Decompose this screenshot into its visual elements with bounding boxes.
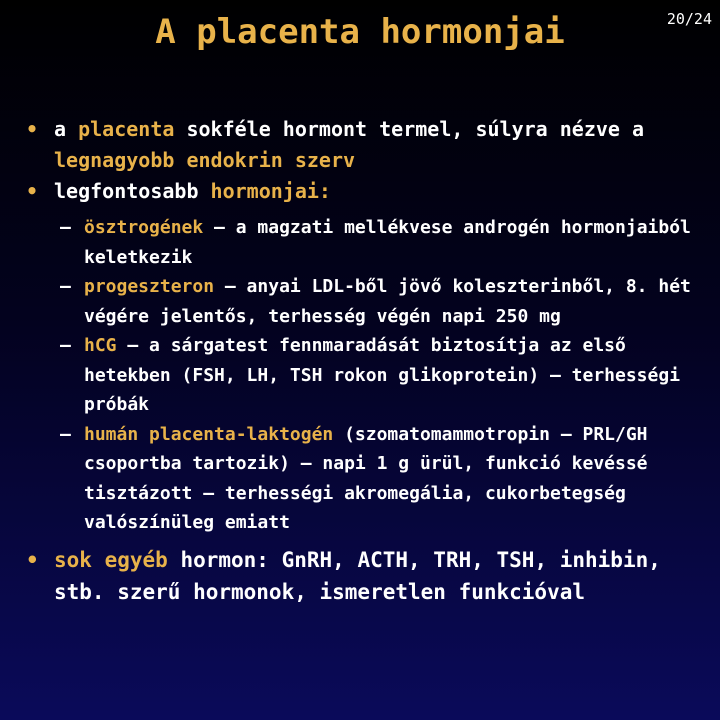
dash-icon: – [60,423,71,445]
bullet-hormones [26,176,710,207]
bullet-other-hormones [26,544,710,608]
dash-icon: – [60,276,71,297]
bullet-text: hormon: GnRH, ACTH, TRH, TSH, inhibin, stb. szerű hormonok, ismeretlen funkcióval [54,547,661,604]
bullet-icon: • [26,547,39,572]
subitem-text: – anyai LDL-ből jövő koleszterinből, 8. hét végére jelentős, terhesség végén napi 250 mg [84,276,691,327]
slide-content [26,114,710,608]
subitem-term: humán placenta-laktogén [84,423,334,445]
bullet-text: sokféle hormont termel, súlyra nézve a [174,117,645,141]
subitem-progeszteron [26,272,710,331]
highlight-term: hormonjai: [210,179,331,203]
subitem-term: ösztrogének [84,217,204,238]
dash-icon: – [60,217,71,238]
bullet-text: a [54,117,79,141]
bullet-text: legfontosabb [54,179,211,203]
dash-icon: – [60,335,71,356]
highlight-term: placenta [78,117,175,141]
slide-title: A placenta hormonjai [155,12,565,52]
page-number: 20/24 [666,10,712,28]
highlight-term: sok egyéb [54,547,168,572]
bullet-icon: • [26,179,39,203]
subitem-osztrogenek [26,213,710,272]
subitem-hpl [26,420,710,538]
subitem-text: (szomatomammotropin – PRL/GH csoportba tartozik) – napi 1 g ürül, funkció kevéssé tisztázott – terhességi akromegália, cukorbetegség valószínüleg emiatt [84,423,648,533]
bullet-placenta [26,114,710,176]
bullet-icon: • [26,117,39,141]
subitem-term: hCG [84,335,117,356]
subitem-text: – a sárgatest fennmaradását biztosítja az első hetekben (FSH, LH, TSH rokon glikoprotein) – terhességi próbák [84,335,681,415]
subitem-hcg [26,331,710,420]
highlight-term: legnagyobb endokrin szerv [54,148,356,172]
subitem-term: progeszteron [84,276,215,297]
subitem-text: – a magzati mellékvese androgén hormonjaiból keletkezik [84,217,691,268]
